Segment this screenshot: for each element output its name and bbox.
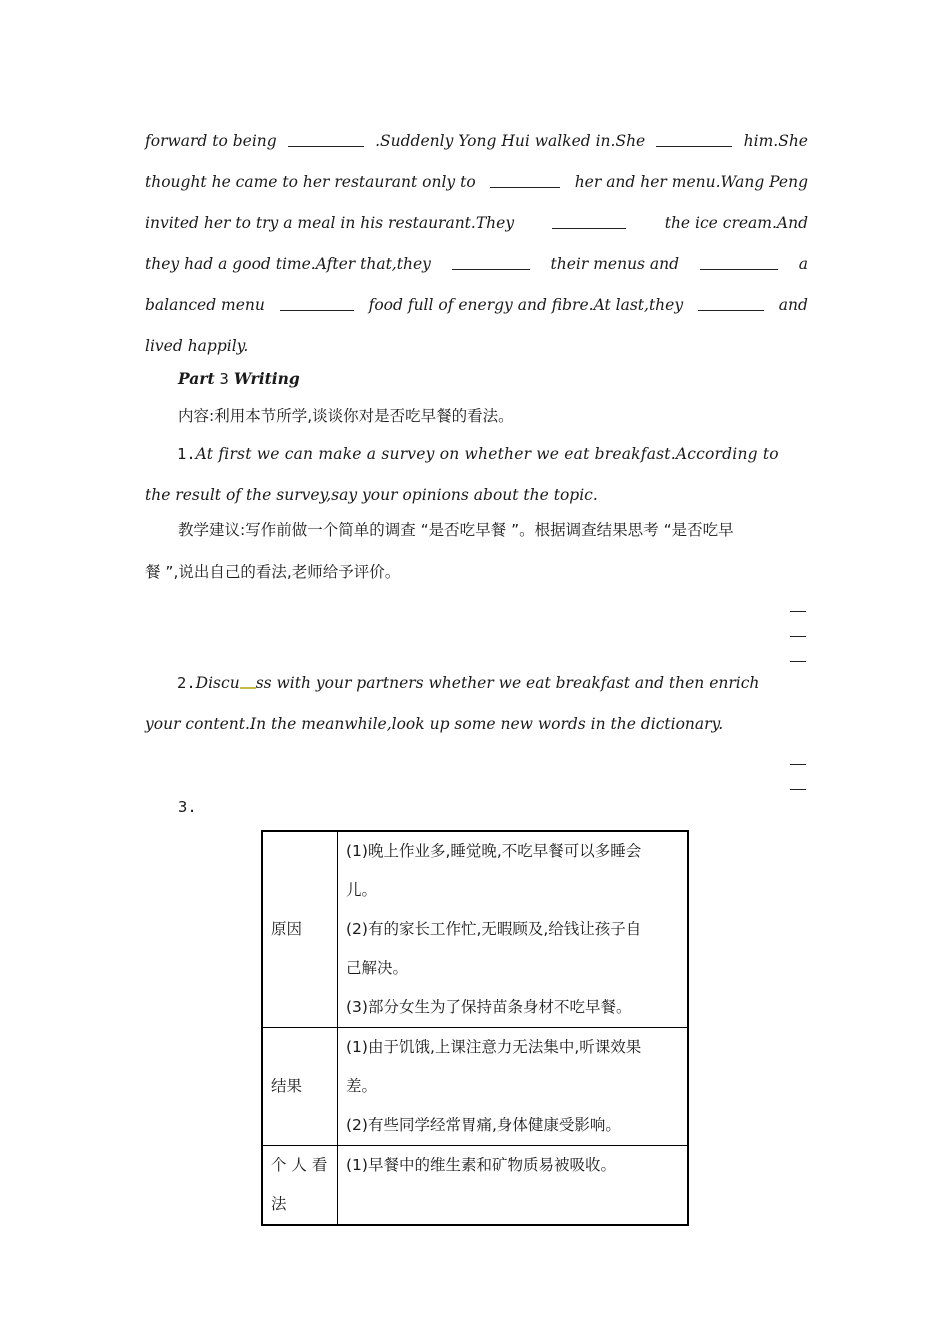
breakfast-table xyxy=(261,830,689,1226)
item2-line xyxy=(145,709,808,733)
row-key: 结果 xyxy=(262,1028,338,1146)
row-line: (2)有些同学经常胃痛,身体健康受影响。 xyxy=(346,1116,621,1134)
answer-blank[interactable] xyxy=(552,213,626,229)
section-heading xyxy=(178,369,300,388)
row-content xyxy=(338,1028,689,1146)
passage-text: .Suddenly Yong Hui walked in.She xyxy=(375,132,646,150)
passage-text: invited her to try a meal in his restaurant.They xyxy=(145,214,515,232)
item1-line xyxy=(177,439,808,463)
passage-line xyxy=(145,167,808,191)
item-text: ss with your partners whether we eat breakfast and then enrich xyxy=(255,674,760,692)
passage-text: thought he came to her restaurant only to xyxy=(145,173,476,191)
row-line: (1)早餐中的维生素和矿物质易被吸收。 xyxy=(346,1156,616,1174)
table-row xyxy=(262,831,688,1028)
item2-line xyxy=(177,668,808,692)
passage-text: lived happily. xyxy=(145,337,249,355)
row-content xyxy=(338,831,689,1028)
row-key xyxy=(262,1146,338,1226)
part-title: Writing xyxy=(233,369,300,388)
answer-line[interactable] xyxy=(790,764,806,765)
passage-line xyxy=(145,126,808,150)
row-line: 己解决。 xyxy=(346,959,409,977)
row-line: (2)有的家长工作忙,无暇顾及,给钱让孩子自 xyxy=(346,920,642,938)
answer-blank[interactable] xyxy=(700,254,778,270)
row-line: 差。 xyxy=(346,1077,378,1095)
passage-text: forward to being xyxy=(145,132,277,150)
passage-text: balanced menu xyxy=(145,296,265,314)
passage-text: and xyxy=(778,296,808,314)
part-label: Part xyxy=(178,369,215,388)
answer-line[interactable] xyxy=(790,789,806,790)
answer-blank[interactable] xyxy=(698,295,764,311)
item-text: your content.In the meanwhile,look up some new words in the dictionary. xyxy=(145,715,724,733)
answer-blank[interactable] xyxy=(280,295,354,311)
row-line: 儿。 xyxy=(346,881,378,899)
answer-blank[interactable] xyxy=(452,254,530,270)
passage-line xyxy=(145,208,808,232)
row-line: (1)晚上作业多,睡觉晚,不吃早餐可以多睡会 xyxy=(346,842,642,860)
answer-blank[interactable] xyxy=(288,131,364,147)
answer-blank[interactable] xyxy=(490,172,560,188)
item-number: 2. xyxy=(177,674,196,692)
answer-blank[interactable] xyxy=(656,131,732,147)
passage-text: a xyxy=(798,255,808,273)
passage-text: him.She xyxy=(743,132,808,150)
row-line: (1)由于饥饿,上课注意力无法集中,听课效果 xyxy=(346,1038,642,1056)
answer-line[interactable] xyxy=(790,636,806,637)
item-number: 3. xyxy=(178,798,197,816)
table-row xyxy=(262,1028,688,1146)
highlight-mark xyxy=(240,687,256,689)
suggestion-line: 餐 ”,说出自己的看法,老师给予评价。 xyxy=(145,563,401,581)
passage-text: food full of energy and fibre.At last,they xyxy=(368,296,684,314)
item-number: 1. xyxy=(177,445,196,463)
passage-line xyxy=(145,331,808,355)
table-row xyxy=(262,1146,688,1226)
row-line: (3)部分女生为了保持苗条身材不吃早餐。 xyxy=(346,998,632,1016)
part-number: 3 xyxy=(219,370,229,388)
item-text: Discu xyxy=(195,674,240,692)
passage-text: her and her menu.Wang Peng xyxy=(574,173,808,191)
answer-line[interactable] xyxy=(790,611,806,612)
content-line: 内容:利用本节所学,谈谈你对是否吃早餐的看法。 xyxy=(178,407,514,425)
passage-text: the ice cream.And xyxy=(664,214,808,232)
passage-line xyxy=(145,249,808,273)
passage-text: their menus and xyxy=(550,255,680,273)
row-key-line: 法 xyxy=(271,1195,287,1213)
row-key: 原因 xyxy=(262,831,338,1028)
answer-line[interactable] xyxy=(790,661,806,662)
item-text: the result of the survey,say your opinions about the topic. xyxy=(145,486,598,504)
item-text: At first we can make a survey on whether we eat breakfast.According to xyxy=(195,445,779,463)
passage-text: they had a good time.After that,they xyxy=(145,255,431,273)
suggestion-line: 教学建议:写作前做一个简单的调查 “是否吃早餐 ”。根据调查结果思考 “是否吃早 xyxy=(178,521,734,539)
passage-line xyxy=(145,290,808,314)
item1-line xyxy=(145,480,808,504)
row-key-line: 个 人 看 xyxy=(271,1156,328,1174)
row-content xyxy=(338,1146,689,1226)
